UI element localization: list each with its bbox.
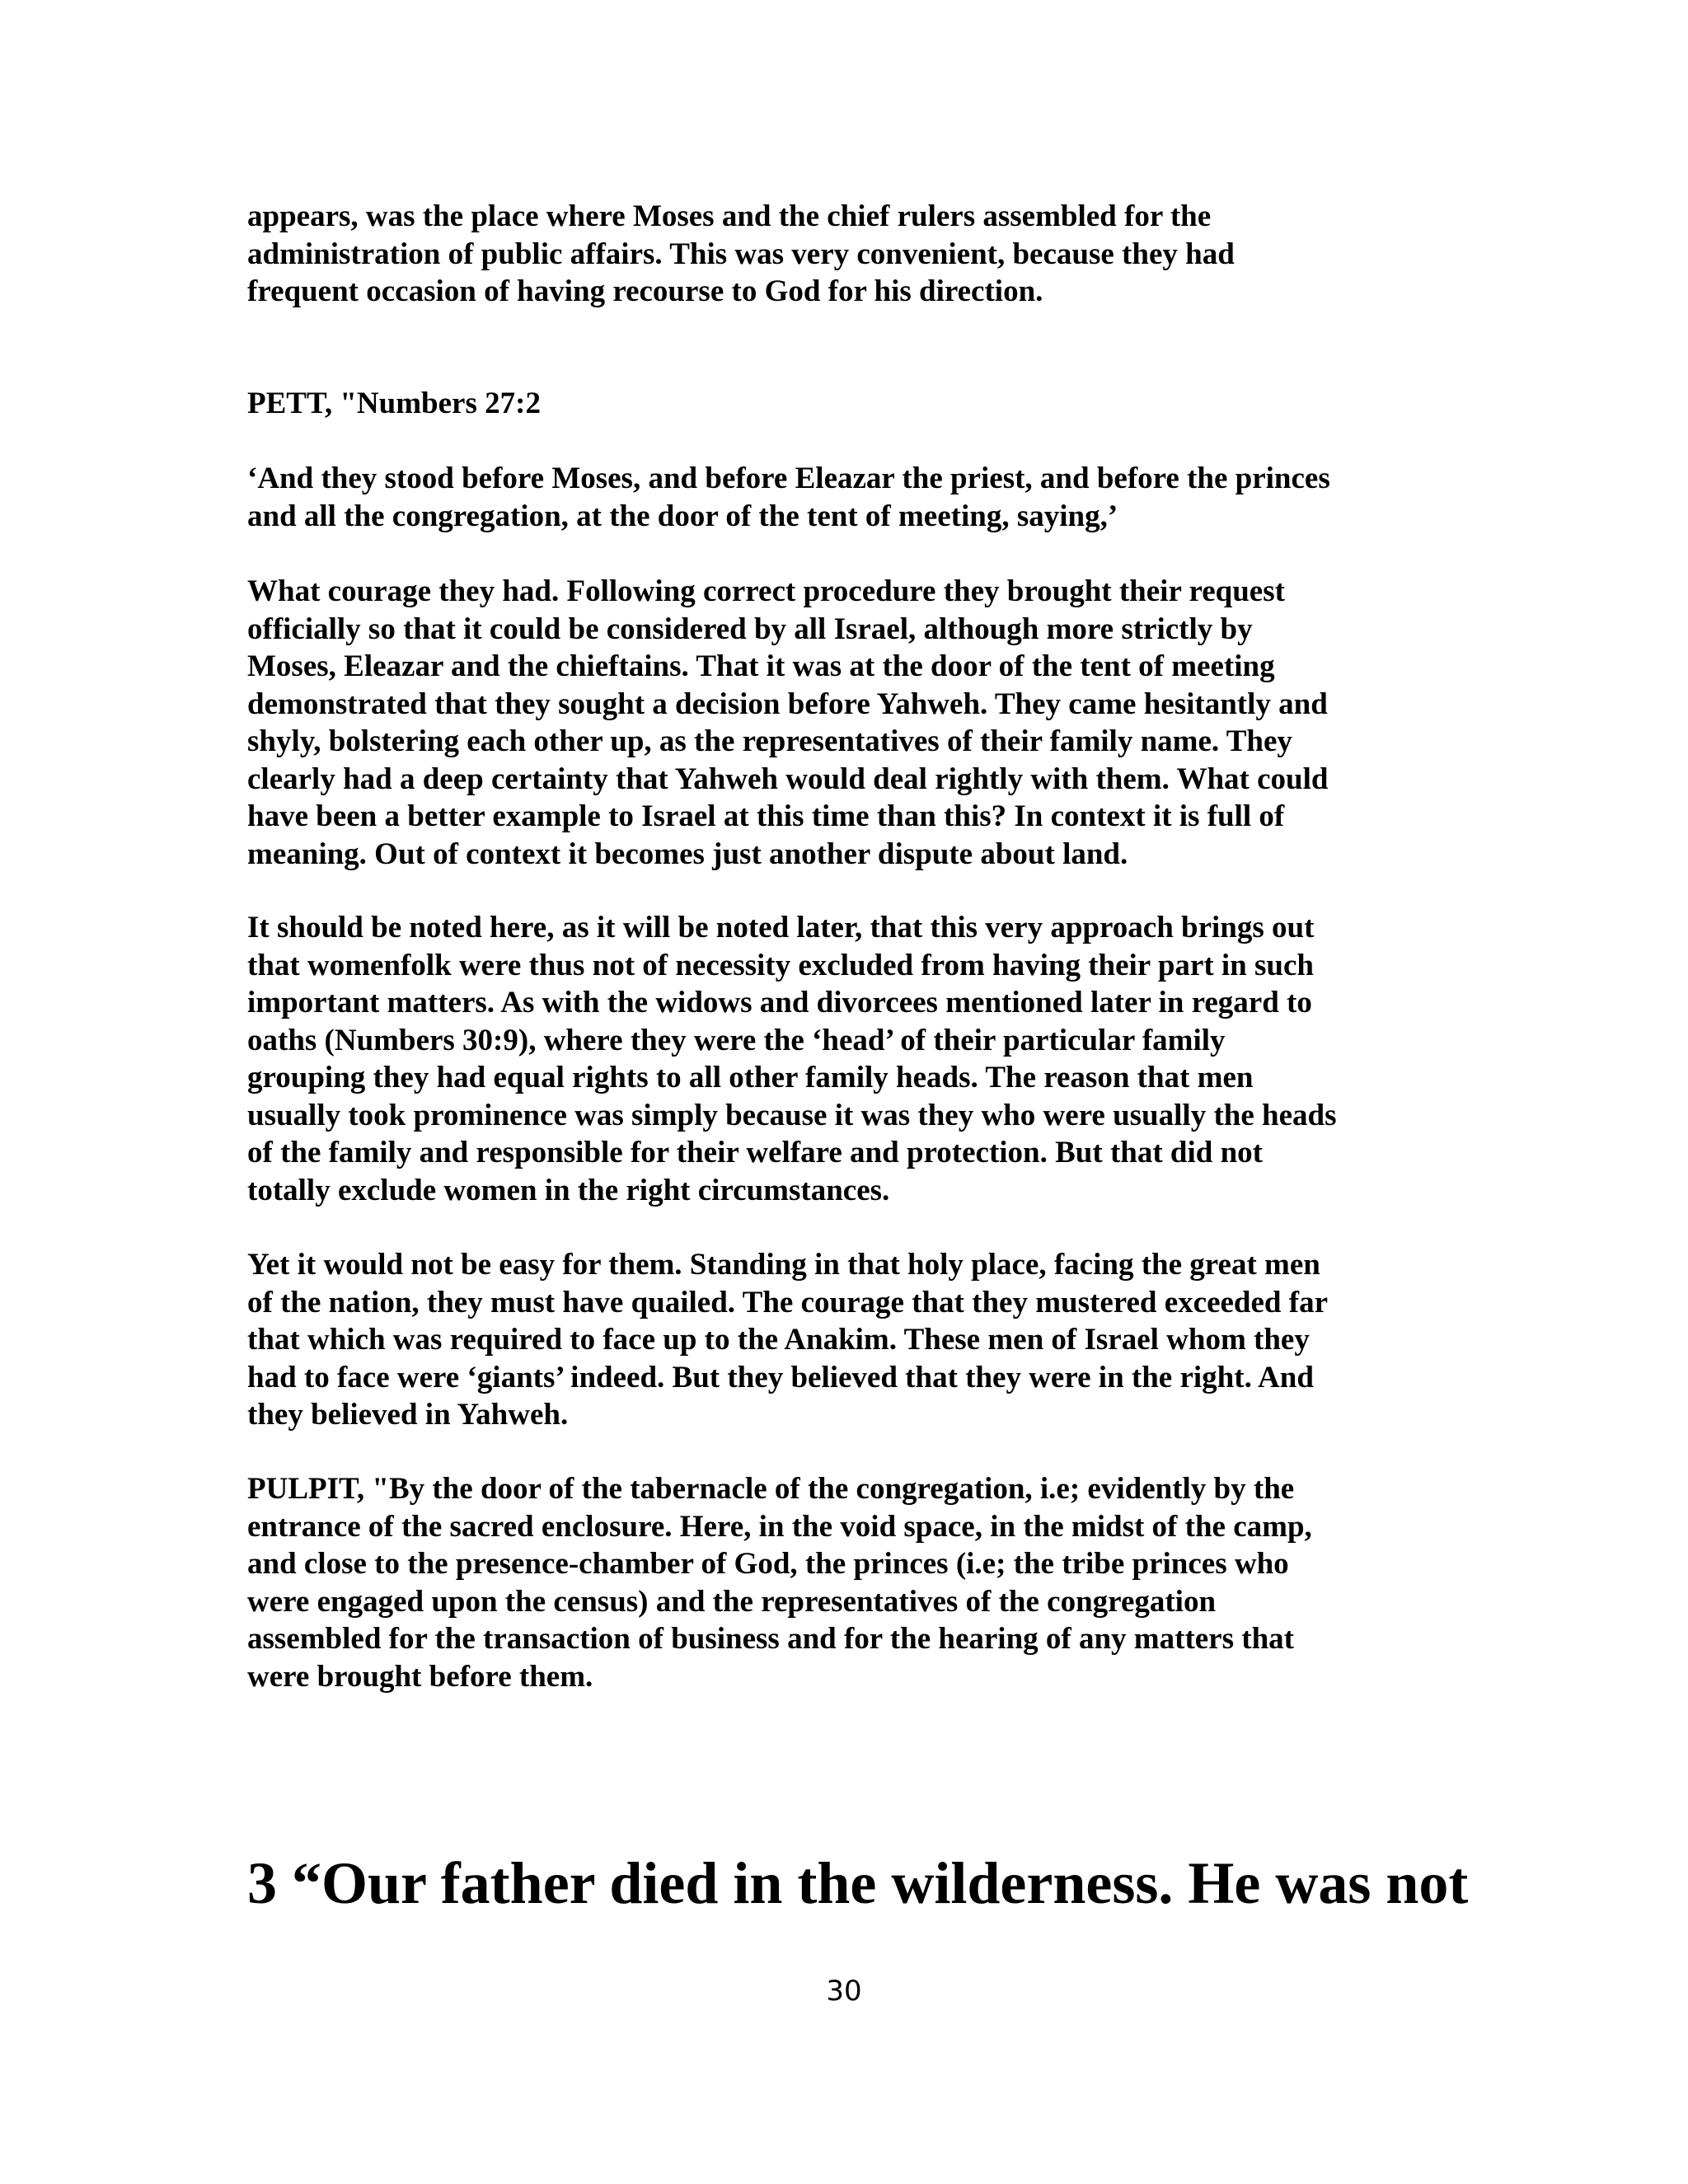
paragraph-continuation xyxy=(247,198,1451,311)
text-line: totally exclude women in the right circumstances. xyxy=(247,1173,890,1207)
pulpit-commentary xyxy=(247,1470,1451,1695)
verse-heading: 3 “Our father died in the wilderness. He was not xyxy=(247,1850,1469,1916)
text-line: they believed in Yahweh. xyxy=(247,1398,569,1432)
text-line: PULPIT, "By the door of the tabernacle of the congregation, i.e; evidently by the xyxy=(247,1472,1295,1506)
text-line: of the nation, they must have quailed. The courage that they mustered exceeded far xyxy=(247,1285,1329,1319)
text-line: assembled for the transaction of business and for the hearing of any matters that xyxy=(247,1622,1294,1656)
commentary-paragraph xyxy=(247,909,1451,1209)
text-line: shyly, bolstering each other up, as the representatives of their family name. They xyxy=(247,724,1292,758)
text-line: of the family and responsible for their welfare and protection. But that did not xyxy=(247,1136,1264,1169)
text-line: frequent occasion of having recourse to God for his direction. xyxy=(247,274,1043,308)
text-line: meaning. Out of context it becomes just another dispute about land. xyxy=(247,837,1128,871)
text-line: Yet it would not be easy for them. Standing in that holy place, facing the great men xyxy=(247,1248,1320,1282)
text-line: It should be noted here, as it will be noted later, that this very approach brings out xyxy=(247,911,1315,944)
text-line: PETT, "Numbers 27:2 xyxy=(247,387,541,420)
text-line: were brought before them. xyxy=(247,1659,593,1694)
text-line: officially so that it could be considered by all Israel, although more strictly by xyxy=(247,612,1253,646)
text-line: and all the congregation, at the door of the tent of meeting, saying,’ xyxy=(247,499,1118,533)
text-line: oaths (Numbers 30:9), where they were the ‘head’ of their particular family xyxy=(247,1023,1226,1057)
page-number: 30 xyxy=(826,1975,862,2008)
text-line: had to face were ‘giants’ indeed. But they believed that they were in the right. And xyxy=(247,1360,1314,1394)
pett-reference xyxy=(247,385,1451,423)
text-line: entrance of the sacred enclosure. Here, in the void space, in the midst of the camp, xyxy=(247,1509,1312,1544)
commentary-paragraph xyxy=(247,1246,1451,1434)
text-line: demonstrated that they sought a decision before Yahweh. They came hesitantly and xyxy=(247,687,1328,721)
text-line: that womenfolk were thus not of necessity excluded from having their part in such xyxy=(247,948,1314,982)
text-line: and close to the presence-chamber of God, the princes (i.e; the tribe princes who xyxy=(247,1547,1289,1581)
text-line: clearly had a deep certainty that Yahweh would deal rightly with them. What could xyxy=(247,762,1329,796)
text-line: What courage they had. Following correct procedure they brought their request xyxy=(247,574,1285,608)
text-line: were engaged upon the census) and the representatives of the congregation xyxy=(247,1584,1217,1619)
text-line: Moses, Eleazar and the chieftains. That it was at the door of the tent of meeting xyxy=(247,649,1275,683)
text-line: ‘And they stood before Moses, and before Eleazar the priest, and before the princes xyxy=(247,462,1330,495)
text-line: appears, was the place where Moses and the chief rulers assembled for the xyxy=(247,199,1212,233)
text-line: have been a better example to Israel at this time than this? In context it is full of xyxy=(247,799,1285,833)
text-line: grouping they had equal rights to all other family heads. The reason that men xyxy=(247,1061,1254,1094)
text-line: usually took prominence was simply because it was they who were usually the heads xyxy=(247,1098,1337,1132)
scripture-quote xyxy=(247,460,1451,535)
text-line: that which was required to face up to the Anakim. These men of Israel whom they xyxy=(247,1323,1310,1357)
text-line: important matters. As with the widows and divorcees mentioned later in regard to xyxy=(247,986,1312,1019)
text-line: administration of public affairs. This was very convenient, because they had xyxy=(247,237,1235,271)
commentary-paragraph xyxy=(247,573,1451,873)
